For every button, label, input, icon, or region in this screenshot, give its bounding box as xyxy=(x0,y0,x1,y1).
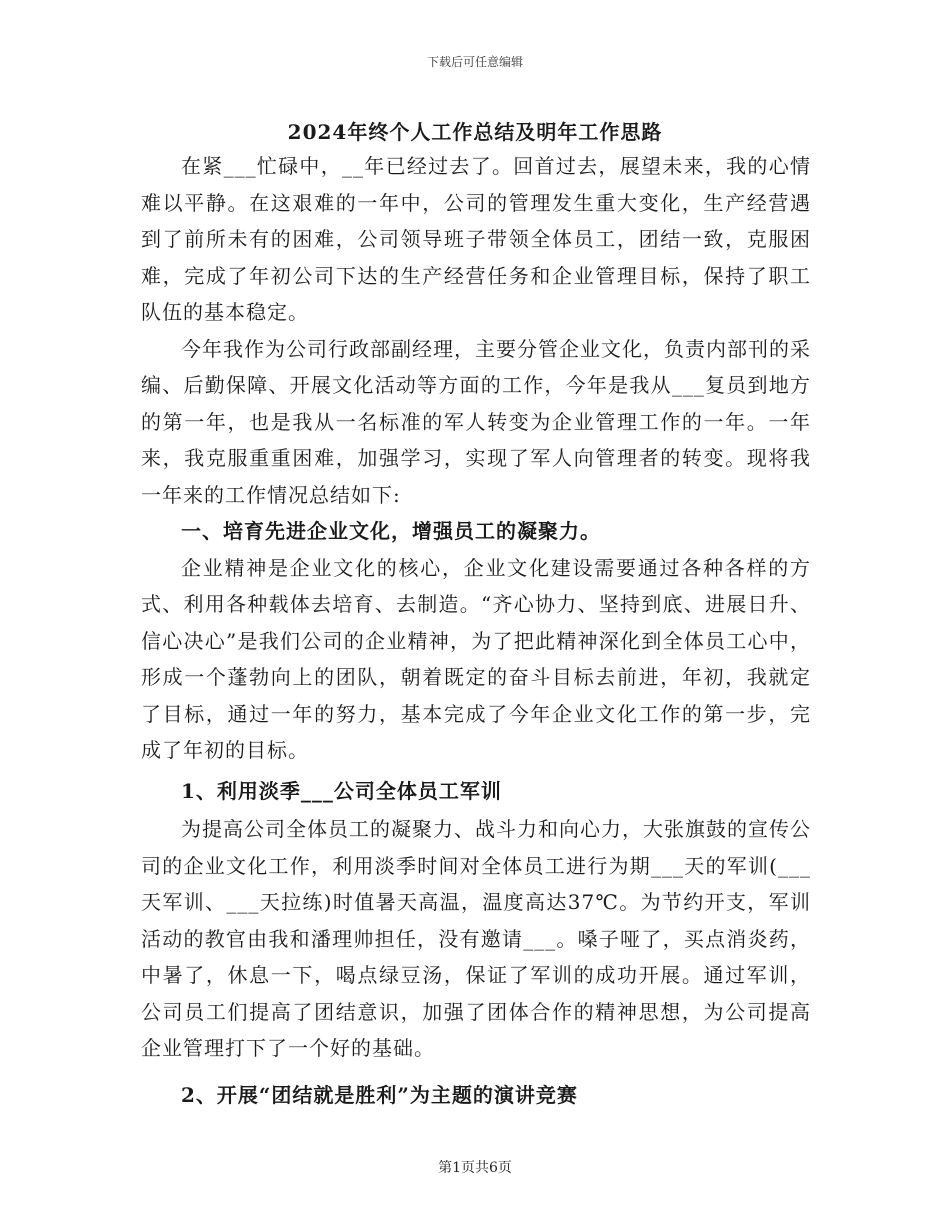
header-note: 下载后可任意编辑 xyxy=(426,55,523,69)
section-paragraph: 企业精神是企业文化的核心，企业文化建设需要通过各种各样的方式、利用各种载体去培育、去制造。“齐心协力、坚持到底、进展日升、信心决心”是我们公司的企业精神，为了把此精神深化到全体员工心中，形成一个蓬勃向上的团队，朝着既定的奋斗目标去前进，年初，我就定了目标，通过一年的努力，基本完成了今年企业文化工作的第一步，完成了年初的目标。 xyxy=(141,555,811,762)
document-body xyxy=(141,148,811,1113)
document-title: 2024年终个人工作总结及明年工作思路 xyxy=(287,120,663,144)
subsection-paragraph: 为提高公司全体员工的凝聚力、战斗力和向心力，大张旗鼓的宣传公司的企业文化工作，利用淡季时间对全体员工进行为期___天的军训(___天军训、___天拉练)时值暑天高温，温度高达37℃。为节约开支，军训活动的教官由我和潘理帅担任，没有邀请___。嗓子哑了，买点消炎药，中暑了，休息一下，喝点绿豆汤，保证了军训的成功开展。通过军训，公司员工们提高了团结意识，加强了团体合作的精神思想，为公司提高企业管理打下了一个好的基础。 xyxy=(141,817,811,1060)
role-paragraph: 今年我作为公司行政部副经理，主要分管企业文化，负责内部刊的采编、后勤保障、开展文化活动等方面的工作，今年是我从___复员到地方的第一年，也是我从一名标准的军人转变为企业管理工作的一年。一年来，我克服重重困难，加强学习，实现了军人向管理者的转变。现将我一年来的工作情况总结如下: xyxy=(141,336,811,507)
intro-paragraph: 在紧___忙碌中，__年已经过去了。回首过去，展望未来，我的心情难以平静。在这艰难的一年中，公司的管理发生重大变化，生产经营遇到了前所未有的困难，公司领导班子带领全体员工，团结一致，克服困难，完成了年初公司下达的生产经营任务和企业管理目标，保持了职工队伍的基本稳定。 xyxy=(141,154,811,324)
section-heading: 一、培育先进企业文化，增强员工的凝聚力。 xyxy=(181,519,601,543)
page-number: 第1页共6页 xyxy=(438,1160,512,1176)
subsection-heading-2: 2、开展“团结就是胜利”为主题的演讲竞赛 xyxy=(181,1082,578,1107)
subsection-heading: 1、利用淡季___公司全体员工军训 xyxy=(181,778,502,803)
